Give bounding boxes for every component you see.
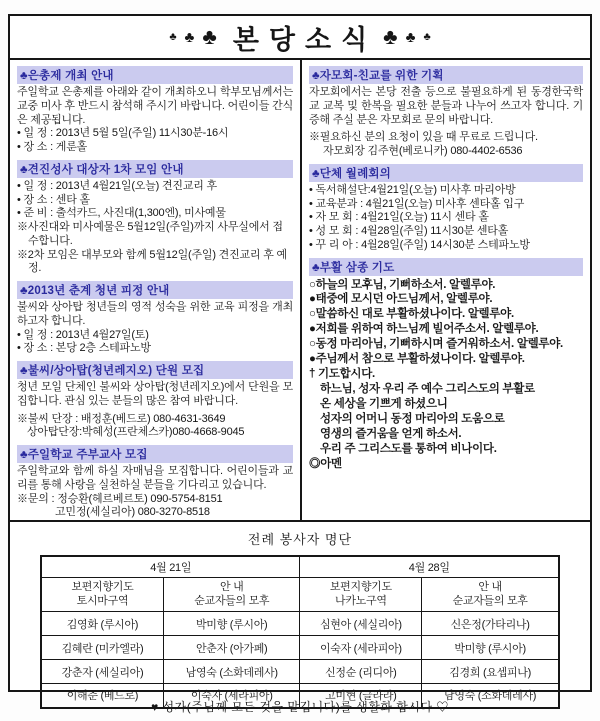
section-header-jamohoe: ♣자모회-친교를 위한 기획 [309, 66, 583, 84]
roster-subheader-line: 안 내 [220, 580, 244, 593]
prayer-amen: ◎아멘 [309, 457, 342, 470]
table-cell: 이해준 (베드로) [41, 684, 163, 708]
prayer-line: 우리 주 그리스도를 통하여 비나이다. [320, 442, 497, 455]
section-line: • 일 정 : 2013년 4월21일(오늘) 견진교리 후 [17, 179, 217, 192]
section-line: • 독서해설단:4월21일(오늘) 미사후 마리아방 [309, 183, 516, 196]
roster-table [40, 555, 560, 709]
roster-section [10, 520, 590, 709]
section-header-easter-angelus: ♣부활 삼종 기도 [309, 258, 583, 276]
section-note: 고민정(세실리아) 080-3270-8518 [55, 506, 210, 519]
table-cell: 신정순 (리디아) [300, 660, 422, 684]
prayer-line: ●태중에 모시던 아드님께서, 알렐루야. [309, 293, 493, 306]
prayer-line: ○하늘의 모후님, 기뻐하소서. 알렐루야. [309, 278, 496, 291]
prayer-line: † 기도합시다. [309, 368, 375, 381]
section-body: 청년 모일 단체인 불씨와 상아탑(청년레지오)에서 단원을 모집합니다. 관심 있는 분들의 많은 참여 바랍니다. [17, 381, 293, 407]
prayer-line: 온 세상을 기쁘게 하셨으니 [320, 398, 448, 410]
prayer-line: ●저희를 위하여 하느님께 빌어주소서. 알렐루야. [309, 323, 539, 336]
club-icon: ♣ [423, 30, 431, 43]
section-note: ※문의 : 정승환(헤르베르토) 090-5754-8151 [17, 492, 223, 505]
roster-group-cell: 4월 21일 [41, 556, 300, 577]
roster-title: 전례 봉사자 명단 [247, 532, 353, 547]
section-line: • 자 모 회 : 4월21일(오늘) 11시 센타 홀 [309, 211, 489, 224]
club-icon: ♣ [383, 24, 398, 49]
prayer-line: ○동정 마리아님, 기뻐하시며 즐거워하소서. 알렐루야. [309, 338, 563, 351]
roster-subheader-cell [41, 577, 163, 612]
section-line: • 일 정 : 2013년 5월 5일(주일) 11시30분-16시 [17, 127, 229, 140]
section-line: • 꾸 리 아 : 4월28일(주일) 14시30분 스테파노방 [309, 238, 530, 251]
roster-subheader-line: 토시마구역 [76, 595, 129, 608]
roster-group-cell: 4월 28일 [300, 556, 559, 577]
table-cell: 고미현 (글라라) [300, 684, 422, 708]
table-cell: 심현아 (세실리아) [300, 612, 422, 636]
table-cell: 이숙자 (세라피아) [300, 636, 422, 660]
section-header-youth-retreat: ♣2013년 춘계 청년 피정 안내 [17, 281, 293, 299]
page-title: 본당소식 [232, 24, 378, 55]
prayer-line: ●주님께서 참으로 부활하셨나이다. 알렐루야. [309, 353, 525, 366]
section-line: • 준 비 : 출석카드, 사진대(1,300엔), 미사예물 [17, 207, 226, 220]
table-cell: 박미향 (루시아) [422, 636, 559, 660]
prayer-line: 하느님, 성자 우리 주 예수 그리스도의 부활로 [320, 383, 535, 396]
table-cell: 남영숙 (소화데레사) [163, 660, 300, 684]
section-note: ※2차 모임은 대부모와 함께 5월12일(주일) 견진교리 후 예정. [17, 248, 287, 275]
section-body: 주일학교 은총제를 아래와 같이 개최하오니 학부모님께서는 교중 미사 후 반드시 참석해 주시기 바랍니다. 어린이들 간식은 제공됩니다. [17, 86, 293, 126]
table-cell: 안춘자 (아가페) [163, 636, 300, 660]
section-line: • 일 정 : 2013년 4월27일(토) [17, 328, 149, 341]
club-icon: ♣ [184, 28, 195, 46]
club-icon: ♣ [202, 24, 217, 49]
table-cell: 박미향 (루시아) [163, 612, 300, 636]
table-row [41, 612, 559, 636]
table-cell: 김영화 (루시아) [41, 612, 163, 636]
roster-group-row [41, 556, 559, 577]
left-column [10, 60, 300, 520]
section-header-euntongje: ♣은총제 개최 안내 [17, 66, 293, 84]
table-cell: 김경희 (요셉피나) [422, 660, 559, 684]
section-line: • 교육분과 : 4월21일(오늘) 미사후 센타홀 입구 [309, 197, 525, 210]
footer-motto: ♥ 성가(주님께 모든 것을 맡깁니다)를 생활화 합시다 ♡ [151, 700, 449, 714]
club-icon: ♣ [169, 30, 177, 43]
roster-subheader-line: 보편지향기도 [71, 580, 134, 593]
section-note: ※사진대와 미사예물은 5월12일(주일)까지 사무실에서 접수합니다. [17, 221, 283, 247]
table-cell: 이숙자 (세라피아) [163, 684, 300, 708]
section-body: 불씨와 상아탑 청년들의 영적 성숙을 위한 교육 피정을 개최하고자 합니다. [17, 301, 293, 327]
columns [10, 60, 590, 520]
roster-subheader-cell [163, 577, 300, 612]
table-cell: 강춘자 (세실리아) [41, 660, 163, 684]
roster-subheader-line: 나카노구역 [335, 595, 387, 608]
section-line: • 장 소 : 게룬홀 [17, 141, 88, 153]
section-line: • 성 모 회 : 4월28일(주일) 11시30분 센타홀 [309, 225, 509, 237]
roster-subheader-cell [422, 577, 559, 612]
section-header-confirmation: ♣견진성사 대상자 1차 모임 안내 [17, 160, 293, 178]
section-header-legio-recruit: ♣불씨/상아탑(청년레지오) 단원 모집 [17, 361, 293, 379]
section-body: 자모회에서는 본당 전출 등으로 불필요하게 된 동경한국학교 교복 및 한복을 필요한 분들과 나누어 쓰고자 합니다. 기증해 주실 분은 자모회로 문의 바랍니다. [309, 86, 583, 126]
section-body: 주일학교와 함께 하실 자매님을 모집합니다. 어린이들과 교리를 통해 사랑을 실천하실 분들을 기다리고 있습니다. [17, 465, 293, 491]
right-column [300, 60, 590, 520]
club-icon: ♣ [405, 28, 416, 46]
roster-subheader-line: 순교자들의 모후 [194, 595, 270, 608]
prayer-line: 영생의 즐거움을 얻게 하소서. [320, 427, 462, 440]
roster-subheader-row [41, 577, 559, 612]
table-cell: 남영숙 (소화데레사) [422, 684, 559, 708]
roster-subheader-cell [300, 577, 422, 612]
table-row [41, 636, 559, 660]
prayer-line: 성자의 어머니 동정 마리아의 도움으로 [320, 412, 505, 425]
roster-subheader-line: 안 내 [478, 580, 502, 593]
section-header-teacher-recruit: ♣주일학교 주부교사 모집 [17, 445, 293, 463]
section-header-monthly-meetings: ♣단체 월례회의 [309, 164, 583, 182]
roster-subheader-line: 순교자들의 모후 [452, 595, 528, 608]
section-note: 자모회장 김주현(베로니카) 080-4402-6536 [323, 145, 523, 157]
section-note: ※필요하신 분의 요청이 있을 때 무료로 드립니다. [309, 131, 538, 144]
roster-subheader-line: 보편지향기도 [329, 580, 392, 593]
table-row [41, 660, 559, 684]
section-line: • 장 소 : 본당 2층 스테파노방 [17, 342, 151, 355]
section-line: • 장 소 : 센타 홀 [17, 193, 90, 206]
section-note: 상아탑단장:박혜성(프란체스카)080-4668-9045 [27, 426, 245, 439]
table-cell: 김혜란 (미카엘라) [41, 636, 163, 660]
section-note: ※불씨 단장 : 배정훈(베드로) 080-4631-3649 [17, 412, 226, 425]
table-cell: 신은정(가타리나) [422, 612, 559, 636]
prayer-line: ○말씀하신 대로 부활하셨나이다. 알렐루야. [309, 308, 514, 321]
bulletin-sheet [8, 14, 592, 703]
title-bar [10, 16, 590, 60]
